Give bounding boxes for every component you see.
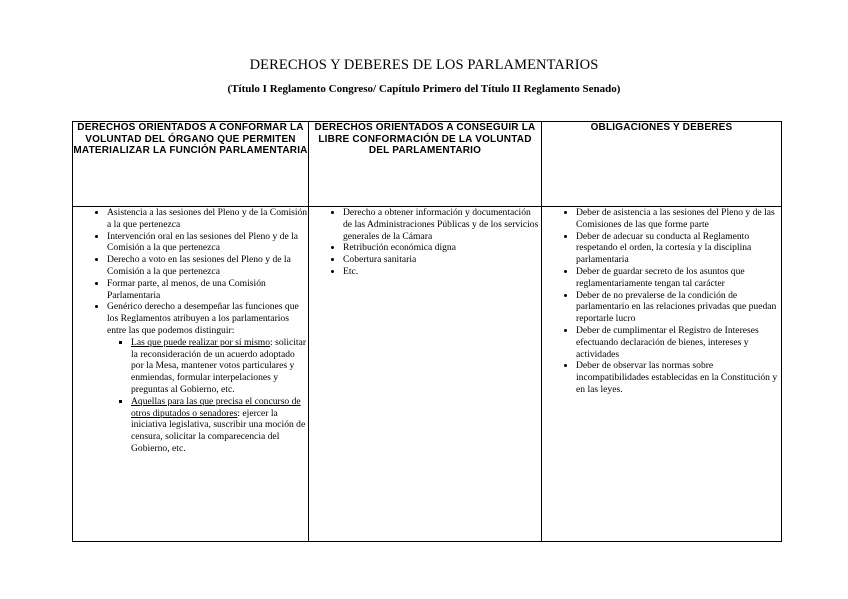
list-item: • Intervención oral en las sesiones del Pleno y de la Comisión a la que pertenezca [107, 231, 308, 255]
sublist-item-lead: Aquellas para las que precisa el concurso de otros diputados o senadores [131, 395, 301, 419]
sublist-item [131, 396, 308, 455]
rights-parlamentario-list [309, 207, 541, 278]
list-item: • Etc. [343, 266, 541, 278]
list-item [107, 301, 308, 454]
list-item: • Deber de cumplimentar el Registro de Intereses efectuando declaración de bienes, intereses y actividades [576, 325, 781, 360]
functions-sublist [107, 337, 308, 455]
column-header-voluntad-organo: DERECHOS ORIENTADOS A CONFORMAR LA VOLUNTAD DEL ÓRGANO QUE PERMITEN MATERIALIZAR LA FUNCIÓN PARLAMENTARIA [73, 122, 309, 207]
list-item-text: Genérico derecho a desempeñar las funciones que los Reglamentos atribuyen a los parlamentarios entre las que podemos distinguir: [107, 301, 299, 336]
table-body-row [73, 207, 782, 542]
list-item: • Derecho a obtener información y documentación de las Administraciones Públicas y de los servicios generales de la Cámara [343, 207, 541, 242]
sublist-item-text: : ejercer la iniciativa legislativa, suscribir una moción de censura, solicitar la comparecencia del Gobierno, etc. [131, 407, 306, 454]
list-item: • Deber de adecuar su conducta al Reglamento respetando el orden, la cortesía y la disciplina parlamentaria [576, 231, 781, 266]
list-item: • Retribución económica digna [343, 242, 541, 254]
sublist-item [131, 337, 308, 396]
column-header-obligaciones: OBLIGACIONES Y DEBERES [542, 122, 782, 207]
column-cell-voluntad-parlamentario [309, 207, 542, 542]
list-item: • Deber de observar las normas sobre incompatibilidades establecidas en la Constitución y en las leyes. [576, 360, 781, 395]
list-item: • Deber de asistencia a las sesiones del Pleno y de las Comisiones de las que forme parte [576, 207, 781, 231]
list-item: • Derecho a voto en las sesiones del Pleno y de la Comisión a la que pertenezca [107, 254, 308, 278]
sublist-item-lead: Las que puede realizar por sí mismo [131, 336, 271, 348]
list-item: • Deber de guardar secreto de los asuntos que reglamentariamente tengan tal carácter [576, 266, 781, 290]
document-title: DERECHOS Y DEBERES DE LOS PARLAMENTARIOS [249, 57, 599, 73]
table-header-row [73, 122, 782, 207]
list-item: • Cobertura sanitaria [343, 254, 541, 266]
column-cell-obligaciones [542, 207, 782, 542]
sublist-item-text: : solicitar la reconsideración de un acuerdo adoptado por la Mesa, mantener votos particulares y enmiendas, formular interpelaciones y preguntas al Gobierno, etc. [131, 336, 307, 395]
column-header-voluntad-parlamentario: DERECHOS ORIENTADOS A CONSEGUIR LA LIBRE CONFORMACIÓN DE LA VOLUNTAD DEL PARLAMENTARIO [309, 122, 542, 207]
list-item: • Asistencia a las sesiones del Pleno y de la Comisión a la que pertenezca [107, 207, 308, 231]
rights-duties-table [72, 121, 782, 542]
list-item: • Deber de no prevalerse de la condición de parlamentario en las relaciones privadas que puedan reportarle lucro [576, 290, 781, 325]
list-item: • Formar parte, al menos, de una Comisión Parlamentaria [107, 278, 308, 302]
duties-list [542, 207, 781, 396]
document-subtitle: (Título I Reglamento Congreso/ Capítulo Primero del Título II Reglamento Senado) [227, 83, 621, 95]
column-cell-voluntad-organo [73, 207, 309, 542]
rights-organo-list [73, 207, 308, 455]
